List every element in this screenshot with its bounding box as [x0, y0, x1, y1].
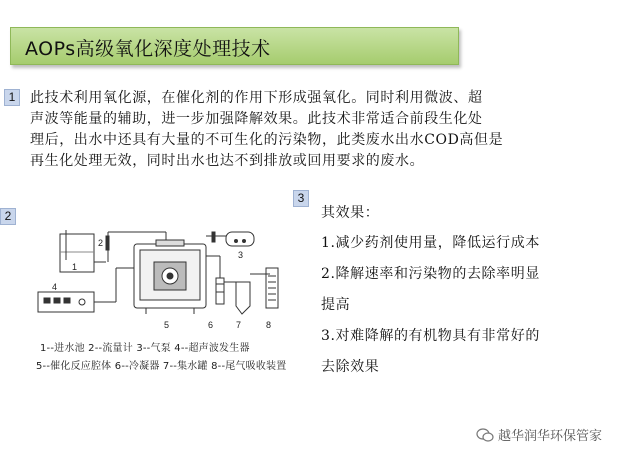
title-bar: [10, 27, 459, 65]
paragraph-line: 声波等能量的辅助，进一步加强降解效果。此技术非常适合前段生化处: [30, 111, 483, 127]
effects-heading: 其效果：: [321, 205, 380, 221]
diagram-caption-2: 5--催化反应腔体 6--冷凝器 7--集水罐 8--尾气吸收装置: [36, 361, 287, 372]
label-3: 3: [238, 250, 244, 260]
diagram-caption-1: 1--进水池 2--流量计 3--气泵 4--超声波发生器: [40, 343, 250, 354]
section-badge-3: 3: [293, 190, 309, 207]
paragraph-line: 理后，出水中还具有大量的不可生化的污染物，此类废水出水COD高但是: [30, 132, 504, 148]
wechat-icon: [476, 428, 494, 442]
watermark-text: 越华润华环保管家: [498, 429, 603, 444]
paragraph-line: 再生化处理无效，同时出水也达不到排放或回用要求的废水。: [30, 153, 425, 169]
watermark: [476, 425, 602, 444]
air-pump: [226, 232, 254, 246]
label-2: 2: [98, 238, 104, 248]
label-6: 6: [208, 320, 214, 330]
intro-paragraph: [30, 88, 590, 172]
page-title: AOPs高级氧化深度处理技术: [25, 38, 271, 60]
condenser: [216, 278, 224, 304]
effect-line: 2.降解速率和污染物的去除率明显: [321, 266, 540, 282]
label-7: 7: [236, 320, 242, 330]
label-8: 8: [266, 320, 272, 330]
effect-line: 1.减少药剂使用量，降低运行成本: [321, 235, 540, 251]
section-badge-1: 1: [4, 89, 20, 106]
label-4: 4: [52, 282, 58, 292]
effect-line: 去除效果: [321, 359, 380, 375]
label-1: 1: [72, 262, 78, 272]
label-5: 5: [164, 320, 170, 330]
effect-line: 提高: [321, 297, 351, 313]
section-badge-2: 2: [0, 208, 16, 225]
effect-line: 3.对难降解的有机物具有非常好的: [321, 328, 540, 344]
paragraph-line: 此技术利用氧化源，在催化剂的作用下形成强氧化。同时利用微波、超: [30, 90, 483, 106]
collection-tank: [236, 282, 250, 314]
process-diagram: [36, 212, 298, 330]
